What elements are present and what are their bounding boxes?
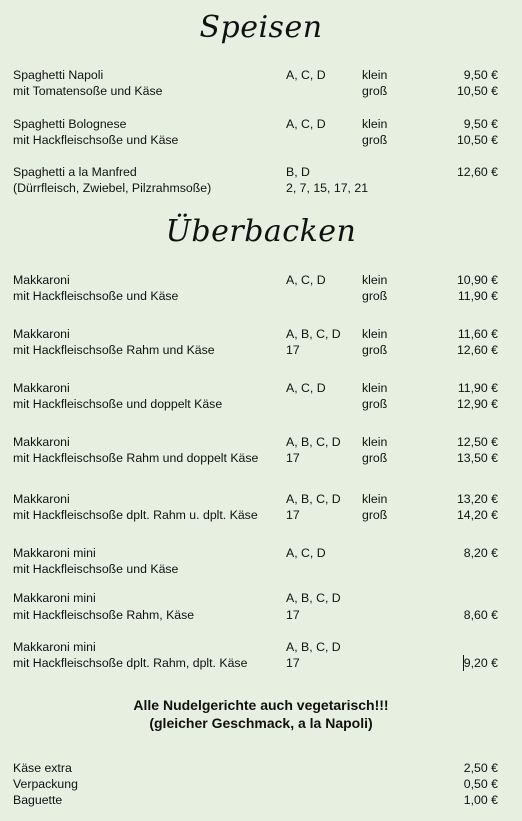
item-size: groß (362, 84, 388, 98)
item-description: mit Hackfleischsoße dplt. Rahm u. dplt. Käse (13, 508, 258, 522)
extra-price: 1,00 € (463, 793, 498, 807)
item-additives: 17 (286, 508, 300, 522)
item-name: Makkaroni (13, 273, 70, 287)
item-additives: 17 (286, 343, 300, 357)
item-price: 12,90 € (456, 397, 498, 411)
item-price: 10,50 € (456, 84, 498, 98)
item-size: groß (362, 289, 388, 303)
extra-name: Verpackung (13, 777, 78, 791)
item-size: klein (362, 492, 388, 506)
item-name: Makkaroni (13, 492, 70, 506)
item-name: Makkaroni mini (13, 640, 96, 654)
item-size: groß (362, 133, 388, 147)
item-allergens: A, B, C, D (286, 435, 341, 449)
note-line-2: (gleicher Geschmack, a la Napoli) (149, 715, 373, 731)
item-size: groß (362, 397, 388, 411)
item-description: mit Hackfleischsoße und Käse (13, 562, 179, 576)
item-name: Makkaroni mini (13, 546, 96, 560)
item-price: 11,90 € (457, 381, 498, 395)
item-price: 12,50 € (456, 435, 498, 449)
note-line-1: Alle Nudelgerichte auch vegetarisch!!! (133, 697, 389, 713)
item-allergens: A, B, C, D (286, 492, 341, 506)
item-size: klein (362, 381, 388, 395)
item-additives: 17 (286, 608, 300, 622)
item-size: groß (362, 508, 388, 522)
item-price: 9,50 € (463, 117, 498, 131)
item-allergens: B, D (286, 165, 310, 179)
item-price: 10,90 € (456, 273, 498, 287)
item-description: mit Hackfleischsoße Rahm, Käse (13, 608, 195, 622)
item-price: 11,60 € (457, 327, 498, 341)
item-price: 11,90 € (457, 289, 498, 303)
extra-price: 2,50 € (463, 761, 498, 775)
extra-name: Käse extra (13, 761, 72, 775)
item-price: 12,60 € (456, 165, 498, 179)
item-additives: 2, 7, 15, 17, 21 (286, 181, 369, 195)
item-size: klein (362, 327, 388, 341)
section-title-speisen: Speisen (199, 10, 323, 45)
item-size: groß (362, 451, 388, 465)
item-price: 9,50 € (463, 68, 498, 82)
item-name: Makkaroni (13, 381, 70, 395)
extra-name: Baguette (13, 793, 63, 807)
item-size: klein (362, 68, 388, 82)
item-name: Makkaroni mini (13, 591, 96, 605)
item-allergens: A, C, D (286, 546, 326, 560)
item-size: klein (362, 435, 388, 449)
item-name: Makkaroni (13, 327, 70, 341)
item-size: klein (362, 273, 388, 287)
item-price: 10,50 € (456, 133, 498, 147)
item-price: 13,50 € (456, 451, 498, 465)
item-allergens: A, B, C, D (286, 640, 341, 654)
item-allergens: A, C, D (286, 273, 326, 287)
item-additives: 17 (286, 451, 300, 465)
item-description: mit Hackfleischsoße Rahm und Käse (13, 343, 215, 357)
item-price[interactable]: 9,20 € (463, 656, 498, 670)
item-description: mit Hackfleischsoße Rahm und doppelt Käse (13, 451, 259, 465)
item-description: mit Hackfleischsoße und Käse (13, 133, 179, 147)
extra-price: 0,50 € (463, 777, 498, 791)
item-description: mit Tomatensoße und Käse (13, 84, 163, 98)
item-size: groß (362, 343, 388, 357)
item-allergens: A, C, D (286, 117, 326, 131)
item-allergens: A, C, D (286, 381, 326, 395)
item-name: Spaghetti Bolognese (13, 117, 127, 131)
item-price: 12,60 € (456, 343, 498, 357)
item-price: 8,60 € (463, 608, 498, 622)
item-description: (Dürrfleisch, Zwiebel, Pilzrahmsoße) (13, 181, 212, 195)
item-price: 8,20 € (463, 546, 498, 560)
item-size: klein (362, 117, 388, 131)
item-name: Spaghetti Napoli (13, 68, 104, 82)
item-allergens: A, C, D (286, 68, 326, 82)
item-description: mit Hackfleischsoße und Käse (13, 289, 179, 303)
item-description: mit Hackfleischsoße dplt. Rahm, dplt. Käse (13, 656, 248, 670)
section-title-ueberbacken: Überbacken (165, 214, 357, 249)
item-allergens: A, B, C, D (286, 591, 341, 605)
item-name: Makkaroni (13, 435, 70, 449)
item-price: 13,20 € (456, 492, 498, 506)
item-allergens: A, B, C, D (286, 327, 341, 341)
item-price: 14,20 € (456, 508, 498, 522)
item-description: mit Hackfleischsoße und doppelt Käse (13, 397, 223, 411)
item-name: Spaghetti a la Manfred (13, 165, 137, 179)
item-additives: 17 (286, 656, 300, 670)
